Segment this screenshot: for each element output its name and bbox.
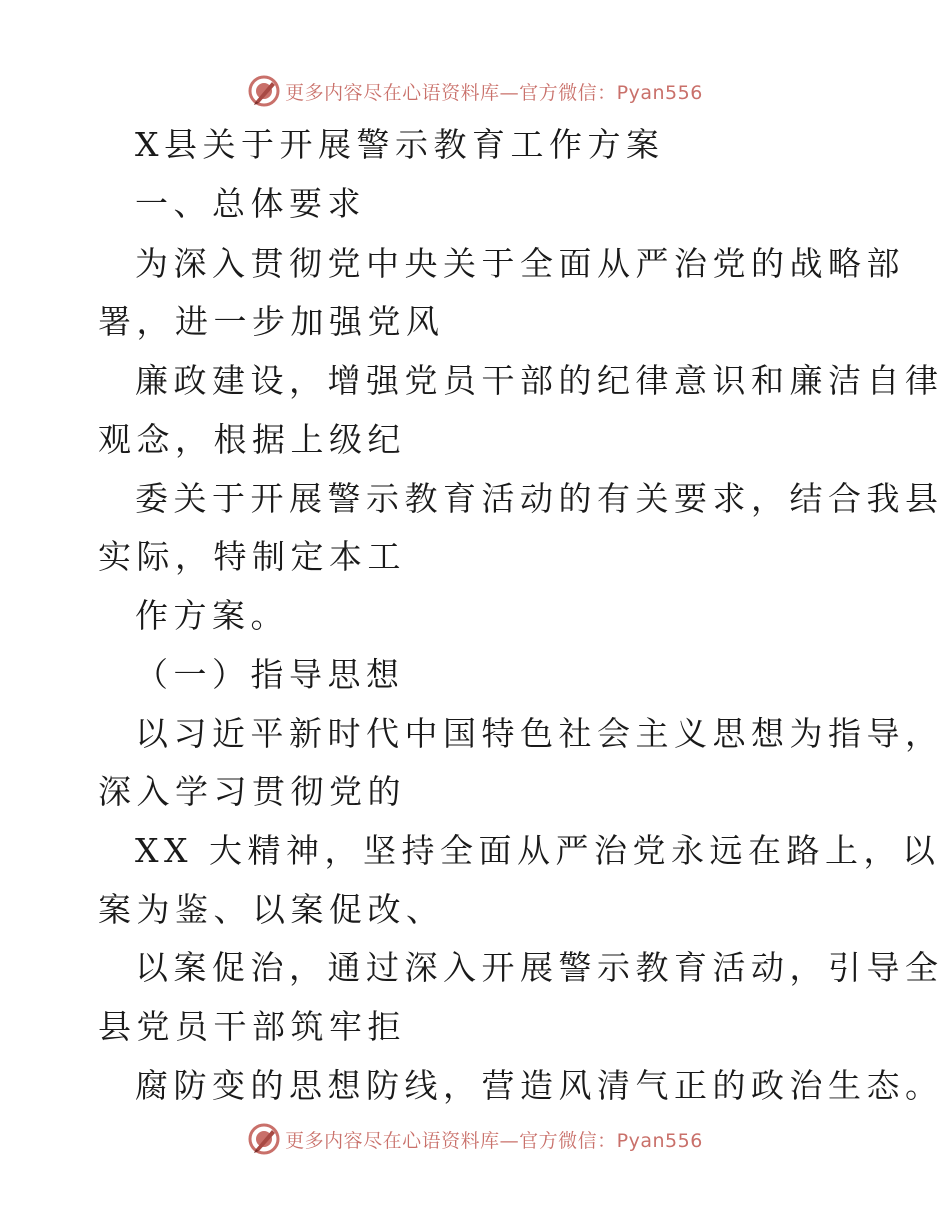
paragraph-line: 署，进一步加强党风 — [98, 302, 445, 341]
paragraph-line: 案为鉴、以案促改、 — [98, 890, 445, 929]
watermark-text: 更多内容尽在心语资料库—官方微信：Pyan556 — [285, 1129, 703, 1152]
watermark-text: 更多内容尽在心语资料库—官方微信：Pyan556 — [285, 81, 703, 104]
pen-logo-icon — [247, 1122, 281, 1156]
paragraph-line: 作方案。 — [135, 596, 289, 635]
paragraph-line: 深入学习贯彻党的 — [98, 772, 406, 811]
paragraph-line: 以习近平新时代中国特色社会主义思想为指导， — [135, 714, 944, 753]
document-title: X县关于开展警示教育工作方案 — [135, 125, 665, 164]
footer-watermark — [0, 1119, 950, 1159]
paragraph-line: 县党员干部筑牢拒 — [98, 1007, 406, 1046]
paragraph-line: XX 大精神，坚持全面从严治党永远在路上，以 — [135, 831, 941, 870]
paragraph-line: 实际，特制定本工 — [98, 537, 406, 576]
section-heading-general-requirements: 一、总体要求 — [135, 184, 366, 223]
subsection-heading-guiding-ideology: （一）指导思想 — [135, 655, 405, 694]
paragraph-line: 以案促治，通过深入开展警示教育活动，引导全 — [135, 948, 944, 987]
paragraph-line: 廉政建设，增强党员干部的纪律意识和廉洁自律 — [135, 361, 944, 400]
paragraph-line: 为深入贯彻党中央关于全面从严治党的战略部 — [135, 244, 905, 283]
paragraph-line: 委关于开展警示教育活动的有关要求，结合我县 — [135, 479, 944, 518]
paragraph-line: 腐防变的思想防线，营造风清气正的政治生态。 — [135, 1066, 944, 1105]
paragraph-line: 观念，根据上级纪 — [98, 420, 406, 459]
